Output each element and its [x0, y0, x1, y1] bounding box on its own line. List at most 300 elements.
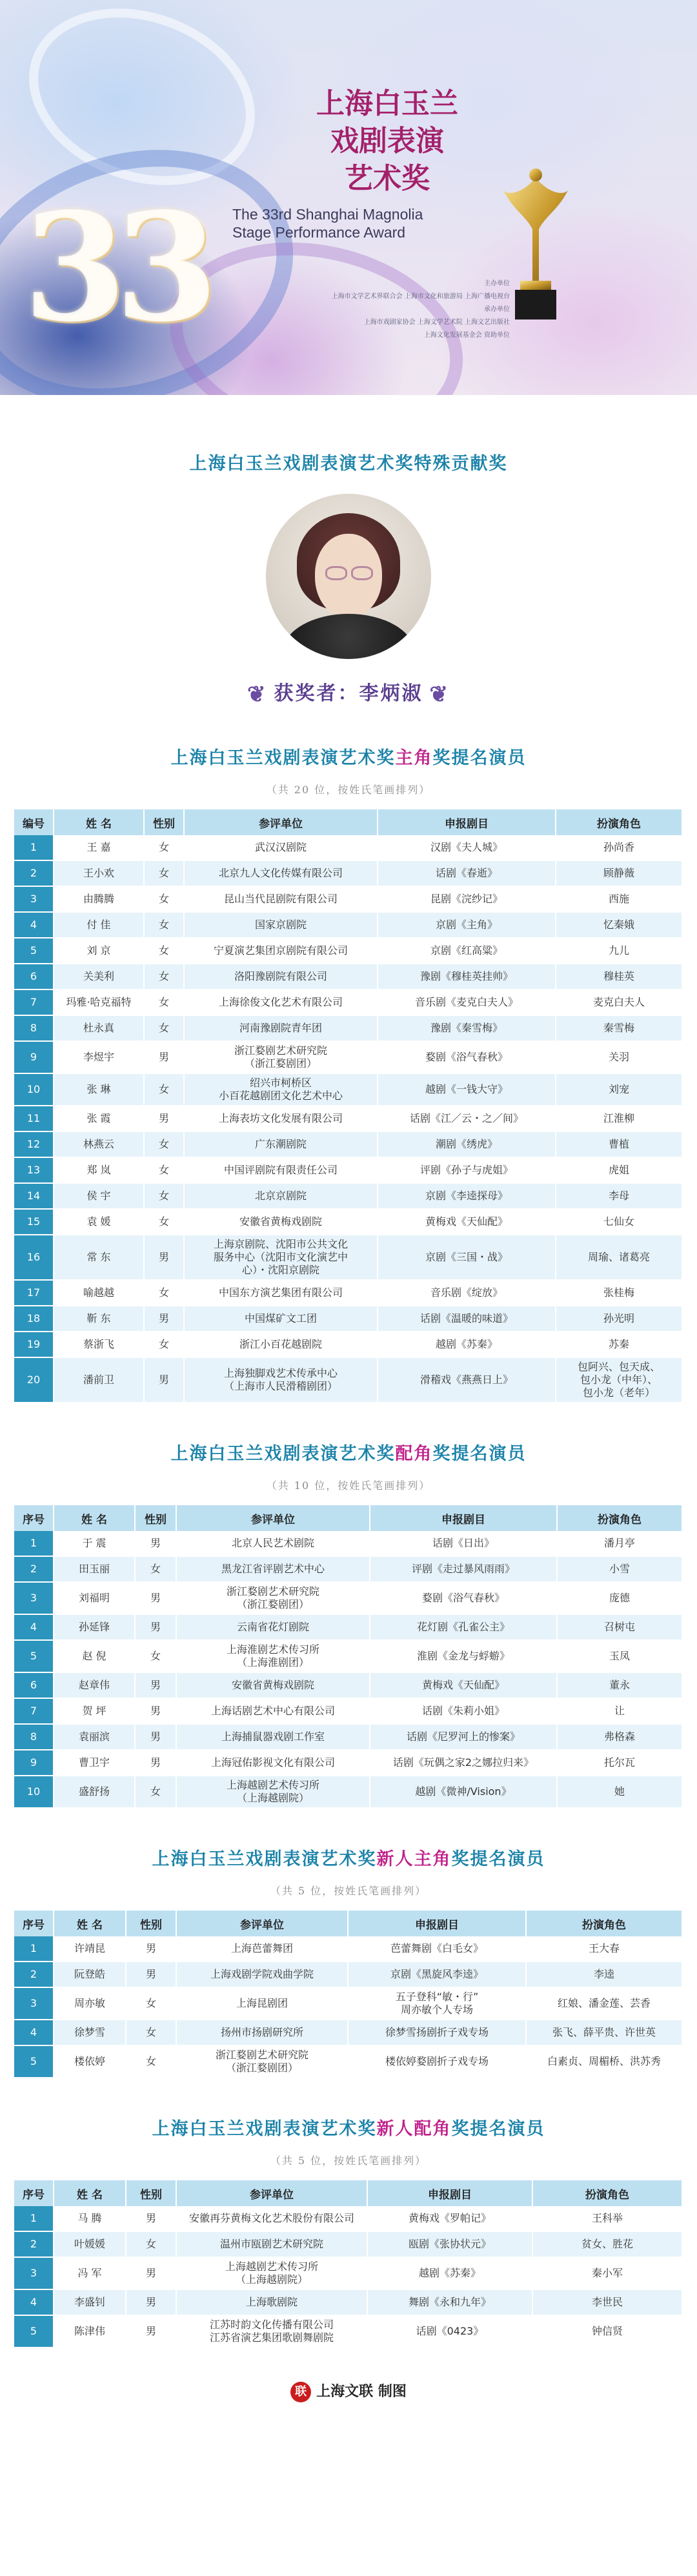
- table-cell: 九儿: [556, 938, 683, 964]
- table-cell: 3: [14, 887, 54, 913]
- table-cell: 京剧《李逵探母》: [378, 1184, 556, 1210]
- table-cell: 刘 京: [54, 938, 145, 964]
- table-cell: 9: [14, 1750, 54, 1776]
- table-cell: 7: [14, 1699, 54, 1725]
- table-cell: 李母: [556, 1184, 683, 1210]
- support-nominees-table: [14, 1505, 683, 1809]
- table-cell: 陈津伟: [54, 2316, 126, 2348]
- table-header-row: [14, 2180, 683, 2206]
- table-cell: 北京人民艺术剧院: [177, 1531, 370, 1557]
- table-cell: 话剧《日出》: [370, 1531, 558, 1557]
- table-cell: 郑 岚: [54, 1158, 145, 1184]
- table-cell: 女: [126, 2020, 177, 2046]
- table-row: [14, 1210, 683, 1235]
- table-cell: 秦雪梅: [556, 1016, 683, 1042]
- table-cell: 七仙女: [556, 1210, 683, 1235]
- table-cell: 6: [14, 1673, 54, 1699]
- table-cell: 上海表坊文化发展有限公司: [185, 1106, 378, 1132]
- table-cell: 15: [14, 1210, 54, 1235]
- table-cell: 王 嘉: [54, 835, 145, 861]
- table-cell: 冯 军: [54, 2258, 126, 2290]
- table-row: [14, 835, 683, 861]
- table-cell: 话剧《温暖的味道》: [378, 1306, 556, 1332]
- table-cell: 3: [14, 2258, 54, 2290]
- table-cell: 婺剧《浴气春秋》: [370, 1583, 558, 1615]
- table-row: [14, 2232, 683, 2258]
- table-cell: 3: [14, 1988, 54, 2020]
- table-cell: 孙光明: [556, 1306, 683, 1332]
- table-cell: 安徽省黄梅戏剧院: [185, 1210, 378, 1235]
- table-cell: 1: [14, 835, 54, 861]
- table-cell: 徐梦雪: [54, 2020, 126, 2046]
- table-cell: 中国煤矿文工团: [185, 1306, 378, 1332]
- table-cell: 关美利: [54, 964, 145, 990]
- column-header: 申报剧目: [370, 1505, 558, 1531]
- table-cell: 阮登皓: [54, 1962, 126, 1988]
- column-header: 姓 名: [54, 2180, 126, 2206]
- table-cell: 4: [14, 1615, 54, 1641]
- organizer-line: 上海市文学艺术界联合会 上海市文化和旅游局 上海广播电视台: [331, 293, 510, 300]
- table-cell: 5: [14, 1641, 54, 1673]
- table-cell: 女: [145, 1132, 185, 1158]
- section-title: [14, 1439, 683, 1465]
- table-cell: 李盛钊: [54, 2290, 126, 2316]
- table-cell: 13: [14, 1158, 54, 1184]
- table-cell: 5: [14, 2316, 54, 2348]
- table-cell: 张 霞: [54, 1106, 145, 1132]
- table-cell: 江淮柳: [556, 1106, 683, 1132]
- table-cell: 忆秦娥: [556, 913, 683, 938]
- table-cell: 国家京剧院: [185, 913, 378, 938]
- table-cell: 上海淮剧艺术传习所 （上海淮剧团）: [177, 1641, 370, 1673]
- table-cell: 常 东: [54, 1235, 145, 1281]
- table-cell: 汉剧《夫人城》: [378, 835, 556, 861]
- table-row: [14, 990, 683, 1016]
- table-row: [14, 2206, 683, 2232]
- table-cell: 付 佳: [54, 913, 145, 938]
- table-row: [14, 2316, 683, 2348]
- table-row: [14, 1750, 683, 1776]
- table-cell: 弗格森: [558, 1725, 683, 1750]
- table-cell: 男: [126, 1962, 177, 1988]
- table-cell: 话剧《春逝》: [378, 861, 556, 887]
- table-header-row: [14, 1911, 683, 1936]
- table-row: [14, 2046, 683, 2078]
- table-cell: 越剧《一钱大守》: [378, 1074, 556, 1106]
- table-cell: 由腾腾: [54, 887, 145, 913]
- footer-text: 上海文联 制图: [316, 2384, 407, 2400]
- table-cell: 女: [145, 990, 185, 1016]
- table-cell: 黄梅戏《罗帕记》: [368, 2206, 533, 2232]
- table-cell: 18: [14, 1306, 54, 1332]
- table-cell: 女: [145, 1016, 185, 1042]
- table-cell: 蔡浙飞: [54, 1332, 145, 1358]
- table-cell: 五子登科“敏・行” 周亦敏个人专场: [348, 1988, 527, 2020]
- table-cell: 西施: [556, 887, 683, 913]
- winner-name: 获奖者：李炳淑: [274, 682, 423, 705]
- table-cell: 京剧《黑旋风李逵》: [348, 1962, 527, 1988]
- title-part: 上海白玉兰戏剧表演艺术奖: [170, 748, 396, 768]
- portrait-body: [283, 614, 414, 659]
- table-row: [14, 1158, 683, 1184]
- organizer-line: 上海文化发展基金会 资助单位: [423, 332, 510, 339]
- table-cell: 男: [136, 1531, 177, 1557]
- table-cell: 周亦敏: [54, 1988, 126, 2020]
- table-cell: 浙江小百花越剧院: [185, 1332, 378, 1358]
- column-header: 参评单位: [185, 809, 378, 835]
- table-cell: 袁丽滨: [54, 1725, 136, 1750]
- table-cell: 黑龙江省评剧艺术中心: [177, 1557, 370, 1583]
- table-cell: 贺 坪: [54, 1699, 136, 1725]
- table-cell: 越剧《苏秦》: [378, 1332, 556, 1358]
- table-cell: 穆桂英: [556, 964, 683, 990]
- section-subtitle: （共 5 位，按姓氏笔画排列）: [270, 1885, 427, 1897]
- table-row: [14, 1235, 683, 1281]
- table-cell: 喻越越: [54, 1281, 145, 1306]
- table-cell: 小雪: [558, 1557, 683, 1583]
- table-cell: 潘月亭: [558, 1531, 683, 1557]
- table-cell: 男: [136, 1725, 177, 1750]
- table-cell: 女: [126, 1988, 177, 2020]
- table-cell: 女: [136, 1776, 177, 1809]
- table-cell: 花灯剧《孔雀公主》: [370, 1615, 558, 1641]
- table-cell: 男: [136, 1750, 177, 1776]
- table-cell: 话剧《0423》: [368, 2316, 533, 2348]
- table-cell: 虎姐: [556, 1158, 683, 1184]
- table-cell: 音乐剧《绽放》: [378, 1281, 556, 1306]
- table-cell: 女: [145, 964, 185, 990]
- table-cell: 中国评剧院有限责任公司: [185, 1158, 378, 1184]
- table-row: [14, 1725, 683, 1750]
- wenlian-logo-icon: 联: [290, 2382, 311, 2402]
- table-cell: 评剧《走过暴风雨雨》: [370, 1557, 558, 1583]
- table-cell: 白素贞、周楣桥、洪苏秀: [527, 2046, 683, 2078]
- table-cell: 上海歌剧院: [177, 2290, 368, 2316]
- table-cell: 女: [145, 1210, 185, 1235]
- organizer-line: 承办单位: [484, 306, 510, 313]
- section-title: [14, 2115, 683, 2140]
- table-cell: 芭蕾舞剧《白毛女》: [348, 1936, 527, 1962]
- table-row: [14, 2258, 683, 2290]
- table-row: [14, 1776, 683, 1809]
- table-cell: 3: [14, 1583, 54, 1615]
- table-row: [14, 887, 683, 913]
- table-cell: 8: [14, 1725, 54, 1750]
- table-cell: 曹植: [556, 1132, 683, 1158]
- special-award-title: 上海白玉兰戏剧表演艺术奖特殊贡献奖: [189, 454, 508, 474]
- banner-english-line: The 33rd Shanghai Magnolia: [232, 206, 423, 223]
- column-header: 序号: [14, 2180, 54, 2206]
- table-cell: 侯 宇: [54, 1184, 145, 1210]
- table-cell: 钟信贤: [533, 2316, 683, 2348]
- table-cell: 于 震: [54, 1531, 136, 1557]
- table-cell: 浙江婺剧艺术研究院 （浙江婺剧团）: [177, 1583, 370, 1615]
- banner-english-line: Stage Performance Award: [232, 224, 406, 241]
- table-cell: 扬州市扬剧研究所: [177, 2020, 348, 2046]
- table-row: [14, 2290, 683, 2316]
- table-cell: 安徽再芬黄梅文化艺术股份有限公司: [177, 2206, 368, 2232]
- table-cell: 男: [145, 1106, 185, 1132]
- table-cell: 男: [145, 1306, 185, 1332]
- banner-title-line: 上海白玉兰: [316, 87, 458, 120]
- table-row: [14, 1306, 683, 1332]
- header-banner: [0, 0, 697, 395]
- table-cell: 上海京剧院、沈阳市公共文化 服务中心（沈阳市文化演艺中 心）・沈阳京剧院: [185, 1235, 378, 1281]
- table-row: [14, 1281, 683, 1306]
- table-cell: 2: [14, 1557, 54, 1583]
- table-cell: 叶媛媛: [54, 2232, 126, 2258]
- banner-english-title: [232, 205, 478, 241]
- title-highlight: 配角: [395, 1444, 433, 1464]
- section-subtitle: （共 10 位，按姓氏笔画排列）: [266, 1479, 431, 1492]
- table-cell: 王大春: [527, 1936, 683, 1962]
- table-cell: 李逵: [527, 1962, 683, 1988]
- column-header: 扮演角色: [533, 2180, 683, 2206]
- table-cell: 女: [136, 1641, 177, 1673]
- table-cell: 19: [14, 1332, 54, 1358]
- table-cell: 女: [145, 835, 185, 861]
- support-section: [0, 1439, 697, 1809]
- winner-portrait: [266, 494, 431, 659]
- table-cell: 上海徐俊文化艺术有限公司: [185, 990, 378, 1016]
- table-cell: 黄梅戏《天仙配》: [370, 1673, 558, 1699]
- special-award-section: [0, 449, 697, 707]
- table-row: [14, 1132, 683, 1158]
- newlead-section: [0, 1845, 697, 2078]
- table-cell: 男: [126, 1936, 177, 1962]
- table-cell: 女: [145, 1158, 185, 1184]
- table-cell: 男: [136, 1673, 177, 1699]
- table-cell: 越剧《苏秦》: [368, 2258, 533, 2290]
- table-cell: 潮剧《绣虎》: [378, 1132, 556, 1158]
- table-row: [14, 1936, 683, 1962]
- table-cell: 上海芭蕾舞团: [177, 1936, 348, 1962]
- table-row: [14, 1074, 683, 1106]
- table-cell: 豫剧《穆桂英挂帅》: [378, 964, 556, 990]
- table-cell: 麦克白夫人: [556, 990, 683, 1016]
- banner-title-line: 戏剧表演: [330, 125, 444, 157]
- table-cell: 女: [136, 1557, 177, 1583]
- table-cell: 让: [558, 1699, 683, 1725]
- title-part: 上海白玉兰戏剧表演艺术奖: [170, 1444, 396, 1464]
- table-cell: 武汉汉剧院: [185, 835, 378, 861]
- table-cell: 赵章伟: [54, 1673, 136, 1699]
- table-row: [14, 1557, 683, 1583]
- title-highlight: 新人主角: [376, 1849, 452, 1869]
- table-cell: 瓯剧《张协状元》: [368, 2232, 533, 2258]
- table-row: [14, 1106, 683, 1132]
- column-header: 性别: [126, 2180, 177, 2206]
- winner-label: [14, 677, 683, 707]
- laurel-left-icon: ❦: [247, 682, 268, 707]
- column-header: 姓 名: [54, 1505, 136, 1531]
- table-cell: 女: [145, 1074, 185, 1106]
- table-cell: 12: [14, 1132, 54, 1158]
- table-cell: 京剧《主角》: [378, 913, 556, 938]
- table-row: [14, 1042, 683, 1074]
- portrait-glasses: [325, 566, 347, 580]
- table-cell: 洛阳豫剧院有限公司: [185, 964, 378, 990]
- newlead-nominees-table: [14, 1911, 683, 2078]
- banner-title: [284, 85, 490, 198]
- table-cell: 1: [14, 1531, 54, 1557]
- table-row: [14, 1615, 683, 1641]
- table-cell: 女: [126, 2046, 177, 2078]
- table-cell: 上海话剧艺术中心有限公司: [177, 1699, 370, 1725]
- table-cell: 话剧《尼罗河上的惨案》: [370, 1725, 558, 1750]
- table-cell: 4: [14, 913, 54, 938]
- table-cell: 袁 媛: [54, 1210, 145, 1235]
- column-header: 扮演角色: [556, 809, 683, 835]
- table-cell: 4: [14, 2020, 54, 2046]
- table-cell: 女: [145, 1332, 185, 1358]
- column-header: 申报剧目: [378, 809, 556, 835]
- table-cell: 女: [145, 1281, 185, 1306]
- newsupport-nominees-table: [14, 2180, 683, 2348]
- section-subtitle: （共 5 位，按姓氏笔画排列）: [270, 2155, 427, 2167]
- table-cell: 男: [145, 1358, 185, 1403]
- table-cell: 王小欢: [54, 861, 145, 887]
- table-cell: 贫女、胜花: [533, 2232, 683, 2258]
- lead-nominees-table: [14, 809, 683, 1403]
- table-cell: 孙尚香: [556, 835, 683, 861]
- table-cell: 4: [14, 2290, 54, 2316]
- title-part: 上海白玉兰戏剧表演艺术奖: [152, 1849, 377, 1869]
- table-cell: 安徽省黄梅戏剧院: [177, 1673, 370, 1699]
- table-cell: 李世民: [533, 2290, 683, 2316]
- table-cell: 女: [145, 887, 185, 913]
- title-highlight: 主角: [395, 748, 433, 768]
- table-cell: 男: [136, 1615, 177, 1641]
- table-cell: 话剧《朱莉小姐》: [370, 1699, 558, 1725]
- table-cell: 徐梦雪扬剧折子戏专场: [348, 2020, 527, 2046]
- table-cell: 7: [14, 990, 54, 1016]
- table-cell: 周瑜、诸葛亮: [556, 1235, 683, 1281]
- column-header: 参评单位: [177, 2180, 368, 2206]
- column-header: 性别: [126, 1911, 177, 1936]
- section-title: [14, 1845, 683, 1870]
- column-header: 参评单位: [177, 1911, 348, 1936]
- table-cell: 昆剧《浣纱记》: [378, 887, 556, 913]
- table-cell: 1: [14, 1936, 54, 1962]
- table-cell: 庞德: [558, 1583, 683, 1615]
- table-cell: 孙延锋: [54, 1615, 136, 1641]
- table-cell: 曹卫宇: [54, 1750, 136, 1776]
- table-cell: 上海越剧艺术传习所 （上海越剧院）: [177, 1776, 370, 1809]
- table-cell: 玛雅·哈克福特: [54, 990, 145, 1016]
- table-cell: 上海捕鼠器戏剧工作室: [177, 1725, 370, 1750]
- table-cell: 上海昆剧团: [177, 1988, 348, 2020]
- newsupport-section: [0, 2115, 697, 2348]
- table-cell: 张飞、薛平贵、许世英: [527, 2020, 683, 2046]
- table-cell: 8: [14, 1016, 54, 1042]
- table-cell: 黄梅戏《天仙配》: [378, 1210, 556, 1235]
- table-row: [14, 1962, 683, 1988]
- table-cell: 盛舒扬: [54, 1776, 136, 1809]
- organizer-line: 主办单位: [484, 280, 510, 287]
- table-cell: 楼依婷: [54, 2046, 126, 2078]
- table-cell: 刘福明: [54, 1583, 136, 1615]
- table-row: [14, 938, 683, 964]
- column-header: 姓 名: [54, 1911, 126, 1936]
- banner-organizers: [278, 278, 510, 342]
- title-part: 奖提名演员: [451, 2119, 545, 2139]
- table-cell: 17: [14, 1281, 54, 1306]
- table-cell: 绍兴市柯桥区 小百花越剧团文化艺术中心: [185, 1074, 378, 1106]
- table-cell: 靳 东: [54, 1306, 145, 1332]
- table-cell: 2: [14, 1962, 54, 1988]
- table-row: [14, 913, 683, 938]
- laurel-right-icon: ❦: [429, 682, 450, 707]
- column-header: 性别: [145, 809, 185, 835]
- table-cell: 宁夏演艺集团京剧院有限公司: [185, 938, 378, 964]
- table-cell: 话剧《玩偶之家2之娜拉归来》: [370, 1750, 558, 1776]
- table-cell: 刘宠: [556, 1074, 683, 1106]
- table-row: [14, 861, 683, 887]
- table-row: [14, 1699, 683, 1725]
- table-cell: 李煜宇: [54, 1042, 145, 1074]
- table-cell: 苏秦: [556, 1332, 683, 1358]
- footer-credit: [0, 2380, 697, 2402]
- table-cell: 上海越剧艺术传习所 （上海越剧院）: [177, 2258, 368, 2290]
- title-part: 奖提名演员: [432, 748, 527, 768]
- lead-section: [0, 744, 697, 1403]
- table-cell: 浙江婺剧艺术研究院 （浙江婺剧团）: [177, 2046, 348, 2078]
- title-part: 奖提名演员: [432, 1444, 527, 1464]
- table-cell: 5: [14, 2046, 54, 2078]
- table-cell: 14: [14, 1184, 54, 1210]
- table-cell: 北京京剧院: [185, 1184, 378, 1210]
- table-cell: 京剧《红高粱》: [378, 938, 556, 964]
- section-subtitle: （共 20 位，按姓氏笔画排列）: [266, 784, 431, 796]
- table-row: [14, 1641, 683, 1673]
- table-cell: 女: [145, 938, 185, 964]
- column-header: 扮演角色: [558, 1505, 683, 1531]
- table-cell: 评剧《孙子与虎姐》: [378, 1158, 556, 1184]
- table-cell: 关羽: [556, 1042, 683, 1074]
- table-cell: 包阿兴、包天成、 包小龙（中年）、 包小龙（老年）: [556, 1358, 683, 1403]
- column-header: 编号: [14, 809, 54, 835]
- table-cell: 女: [145, 913, 185, 938]
- table-cell: 温州市瓯剧艺术研究院: [177, 2232, 368, 2258]
- table-cell: 张 琳: [54, 1074, 145, 1106]
- table-cell: 男: [136, 1699, 177, 1725]
- table-cell: 话剧《江／云・之／间》: [378, 1106, 556, 1132]
- table-cell: 林燕云: [54, 1132, 145, 1158]
- table-cell: 9: [14, 1042, 54, 1074]
- table-cell: 舞剧《永和九年》: [368, 2290, 533, 2316]
- banner-title-line: 艺术奖: [345, 162, 430, 195]
- table-cell: 男: [126, 2258, 177, 2290]
- table-cell: 男: [126, 2206, 177, 2232]
- table-cell: 2: [14, 861, 54, 887]
- table-cell: 20: [14, 1358, 54, 1403]
- column-header: 姓 名: [54, 809, 145, 835]
- table-cell: 上海独脚戏艺术传承中心 （上海市人民滑稽剧团）: [185, 1358, 378, 1403]
- column-header: 申报剧目: [368, 2180, 533, 2206]
- table-cell: 杜永真: [54, 1016, 145, 1042]
- table-cell: 2: [14, 2232, 54, 2258]
- table-cell: 上海冠佑影视文化有限公司: [177, 1750, 370, 1776]
- title-part: 奖提名演员: [451, 1849, 545, 1869]
- table-cell: 上海戏剧学院戏曲学院: [177, 1962, 348, 1988]
- table-cell: 昆山当代昆剧院有限公司: [185, 887, 378, 913]
- table-row: [14, 1988, 683, 2020]
- table-row: [14, 1332, 683, 1358]
- table-cell: 11: [14, 1106, 54, 1132]
- table-row: [14, 964, 683, 990]
- column-header: 序号: [14, 1505, 54, 1531]
